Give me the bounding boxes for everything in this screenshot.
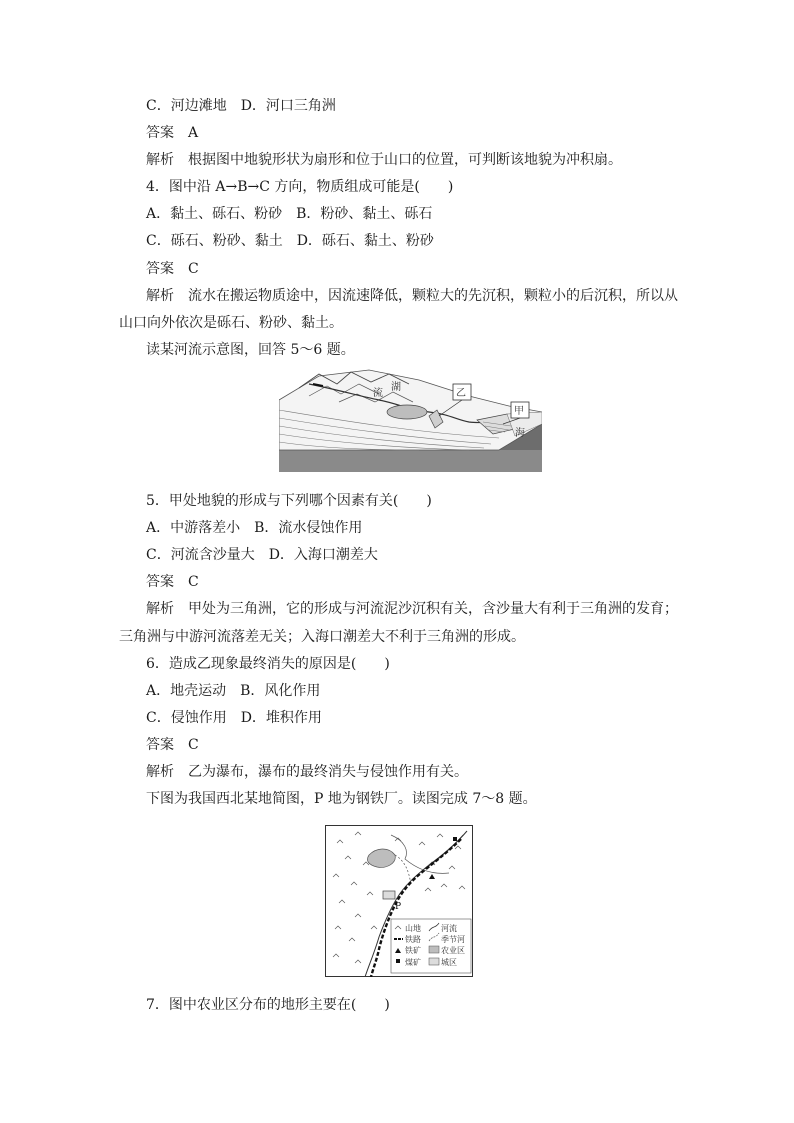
analysis-q3: 解析 根据图中地貌形状为扇形和位于山口的位置，可判断该地貌为冲积扇。 xyxy=(146,152,622,168)
question-4: 4．图中沿 A→B→C 方向，物质组成可能是( ) xyxy=(146,179,454,195)
option-line-a-b-q4: A．黏土、砾石、粉砂 B．粉砂、黏土、砾石 xyxy=(146,206,433,222)
option-line-c-d-q3: C．河边滩地 D．河口三角洲 xyxy=(146,98,336,114)
answer-q4: 答案 C xyxy=(146,261,199,277)
legend-coal-mine: 煤矿 xyxy=(405,958,421,967)
option-line-a-b-q6: A．地壳运动 B．风化作用 xyxy=(146,683,321,699)
analysis-q5-line2: 三角洲与中游河流落差无关；入海口潮差大不利于三角洲的形成。 xyxy=(119,629,525,645)
legend-iron-mine: 铁矿 xyxy=(405,946,421,955)
answer-q3: 答案 A xyxy=(146,125,199,141)
legend-seasonal-river: 季节河 xyxy=(441,935,465,944)
label-liu: 流 xyxy=(373,388,383,399)
legend-mountain: 山地 xyxy=(405,924,421,933)
analysis-q5-line1: 解析 甲处为三角洲，它的形成与河流泥沙沉积有关，含沙量大有利于三角洲的发育； xyxy=(146,601,678,617)
analysis-q6: 解析 乙为瀑布，瀑布的最终消失与侵蚀作用有关。 xyxy=(146,764,468,780)
coal-mine-symbol xyxy=(453,837,457,841)
label-sea: 海 xyxy=(515,428,525,439)
label-jia: 甲 xyxy=(514,406,524,417)
legend-city: 城区 xyxy=(441,958,457,967)
question-5: 5．甲处地貌的形成与下列哪个因素有关( ) xyxy=(146,493,432,509)
answer-q5: 答案 C xyxy=(146,574,199,590)
analysis-q4-line1: 解析 流水在搬运物质途中，因流速降低，颗粒大的先沉积，颗粒小的后沉积，所以从 xyxy=(146,288,678,304)
intro-q7-8: 下图为我国西北某地简图，P 地为钢铁厂。读图完成 7～8 题。 xyxy=(146,791,537,807)
northwest-map-figure xyxy=(325,825,473,977)
label-p: P xyxy=(395,902,402,912)
question-6: 6．造成乙现象最终消失的原因是( ) xyxy=(146,656,390,672)
city-block xyxy=(383,891,395,899)
question-7: 7．图中农业区分布的地形主要在( ) xyxy=(146,997,390,1013)
analysis-q4-line2: 山口向外依次是砾石、粉砂、黏土。 xyxy=(119,315,343,331)
map-legend xyxy=(391,919,471,973)
option-line-a-b-q5: A．中游落差小 B．流水侵蚀作用 xyxy=(146,520,363,536)
label-lake: 湖 xyxy=(391,382,401,393)
option-line-c-d-q5: C．河流含沙量大 D．入海口潮差大 xyxy=(146,547,378,563)
intro-q5-6: 读某河流示意图，回答 5～6 题。 xyxy=(146,342,355,358)
legend-agri: 农业区 xyxy=(441,946,465,955)
legend-river: 河流 xyxy=(441,924,457,933)
answer-q6: 答案 C xyxy=(146,737,199,753)
lake-shape xyxy=(387,405,427,419)
option-line-c-d-q4: C．砾石、粉砂、黏土 D．砾石、黏土、粉砂 xyxy=(146,233,434,249)
label-yi: 乙 xyxy=(456,388,466,399)
ground-slab xyxy=(279,450,542,472)
legend-railway: 铁路 xyxy=(405,935,421,944)
river-schematic-figure xyxy=(279,366,542,472)
option-line-c-d-q6: C．侵蚀作用 D．堆积作用 xyxy=(146,710,322,726)
